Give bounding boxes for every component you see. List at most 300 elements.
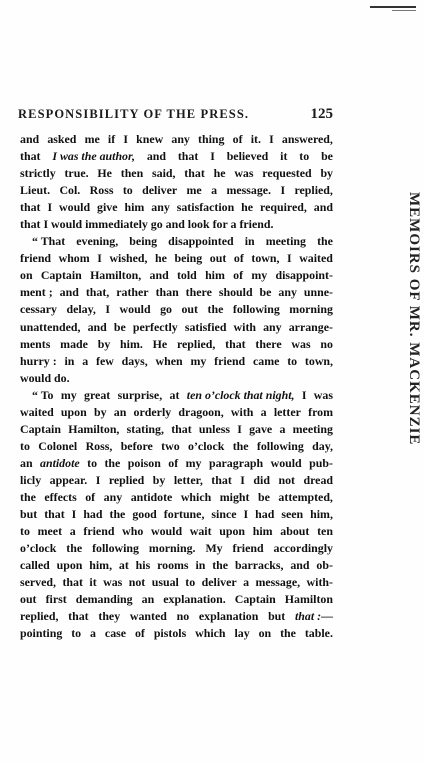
spine-text: MEMOIRS OF MR. MACKENZIE — [406, 192, 422, 446]
text-word: waited — [299, 251, 333, 266]
text-word: said, — [152, 166, 176, 181]
text-word: strictly — [20, 166, 56, 181]
text-word: any — [171, 132, 190, 146]
text-word: was — [234, 166, 254, 181]
text-word: “ That — [32, 234, 66, 249]
text-word: day, — [312, 438, 333, 453]
text-word: made — [60, 336, 88, 351]
text-word: at — [118, 558, 129, 573]
text-word: evening, — [76, 234, 119, 249]
text-word: of — [134, 626, 145, 641]
text-word: following — [232, 302, 280, 317]
text-word: I — [240, 472, 245, 487]
text-line — [20, 165, 333, 182]
text-word: and — [20, 132, 40, 146]
text-word: gave — [249, 421, 273, 436]
text-word: my — [60, 387, 77, 402]
text-word: first — [45, 592, 67, 607]
text-word: in — [64, 353, 75, 368]
text-word: town, — [251, 251, 280, 266]
text-word: he — [241, 200, 254, 215]
text-line — [20, 284, 333, 301]
text-line — [20, 540, 333, 557]
text-word: days, — [121, 353, 148, 368]
text-word: a — [69, 524, 76, 539]
text-word: Ross, — [85, 438, 113, 453]
text-word: message. — [226, 183, 272, 198]
text-word: I — [280, 183, 286, 198]
text-word: being — [174, 251, 203, 266]
text-word: knew — [136, 132, 164, 146]
text-word: I — [95, 472, 101, 487]
text-word: letter — [273, 404, 301, 419]
text-word: of — [233, 251, 244, 266]
text-word: there — [255, 336, 282, 351]
text-word: I — [269, 132, 274, 146]
text-word: demanding — [75, 592, 133, 607]
text-word: disappointed — [168, 234, 234, 249]
text-word: before — [120, 438, 153, 453]
text-word: and — [149, 268, 169, 283]
text-word: He — [97, 166, 112, 181]
text-word: not — [278, 472, 295, 487]
text-word: that — [211, 472, 232, 487]
text-word: letter, — [173, 472, 203, 487]
text-word: I — [105, 302, 111, 317]
text-line — [20, 557, 333, 574]
text-word: Col. — [59, 183, 81, 198]
text-line — [20, 574, 333, 591]
spine-edge — [405, 192, 423, 522]
text-line — [20, 131, 333, 148]
text-word: ments — [20, 336, 51, 351]
text-word: surprise, — [117, 387, 163, 402]
text-word: but — [268, 609, 286, 624]
text-word: be — [259, 285, 272, 300]
text-word: rather — [116, 285, 149, 300]
text-word: of — [168, 455, 179, 470]
text-word: to — [20, 524, 30, 539]
text-line — [20, 148, 333, 165]
text-word: came — [252, 353, 280, 368]
text-word: of — [233, 268, 244, 283]
text-line — [20, 250, 333, 267]
text-word: replied, — [20, 609, 59, 624]
text-word: it. — [250, 132, 261, 146]
text-word: ment ; — [20, 285, 53, 300]
text-word: did — [253, 472, 270, 487]
text-word: message, — [255, 575, 301, 590]
text-word: the — [212, 558, 229, 573]
text-word: Hamilton, — [68, 421, 120, 436]
text-word: few — [95, 353, 114, 368]
text-word: from — [308, 404, 333, 419]
text-line — [20, 421, 333, 438]
text-word: unattended, — [20, 319, 81, 334]
text-word: effects — [44, 489, 77, 504]
text-word: by — [93, 404, 107, 419]
text-word: to — [287, 353, 298, 368]
text-word: out — [20, 592, 37, 607]
text-word: the — [20, 489, 36, 504]
text-word: satisfaction — [176, 200, 235, 215]
text-word: but — [20, 507, 38, 522]
text-word: and — [146, 149, 166, 164]
text-word: Hamilton — [284, 592, 333, 607]
text-word: wanted — [129, 609, 167, 624]
text-word: him — [205, 268, 225, 283]
text-word: delay, — [66, 302, 96, 317]
text-word: waited — [20, 404, 54, 419]
top-edge-rule — [370, 6, 416, 8]
text-word: his — [135, 558, 151, 573]
text-word: any — [278, 285, 297, 300]
text-word: good — [132, 507, 157, 522]
text-word: cessary — [20, 302, 57, 317]
text-word: me — [84, 132, 100, 146]
text-word: a — [243, 575, 250, 590]
text-word: on — [258, 626, 272, 641]
text-word: that — [20, 200, 41, 215]
text-word: not — [128, 575, 146, 590]
text-word: there — [185, 285, 212, 300]
text-word: of — [85, 489, 96, 504]
text-word: I — [301, 387, 307, 402]
text-word: wished, — [109, 251, 148, 266]
text-word: hurry : — [20, 353, 57, 368]
text-word: him, — [89, 558, 113, 573]
text-word: be — [113, 319, 126, 334]
text-word: friend — [83, 524, 115, 539]
text-word: seen — [281, 507, 304, 522]
text-line — [20, 591, 333, 608]
text-word: I — [243, 507, 249, 522]
text-line — [20, 523, 333, 540]
text-word: any — [103, 489, 123, 504]
text-word: table. — [304, 626, 333, 641]
text-line — [20, 438, 333, 455]
text-word: him — [124, 200, 145, 215]
text-word: poison — [127, 455, 161, 470]
text-word: Captain — [234, 592, 276, 607]
text-word: upon — [56, 558, 83, 573]
text-word: in — [195, 558, 206, 573]
text-word: pub- — [309, 455, 333, 470]
text-word: thing — [198, 132, 225, 146]
text-word: replied — [108, 472, 145, 487]
text-word: that — [44, 507, 65, 522]
text-word: the — [232, 438, 249, 453]
text-word: Colonel — [38, 438, 78, 453]
text-line — [20, 489, 333, 506]
text-word: give — [97, 200, 118, 215]
text-line — [20, 455, 333, 472]
text-word: that I would immediately go and look for a friend. — [20, 217, 274, 232]
text-word: when — [155, 353, 183, 368]
top-edge-rule-secondary — [392, 10, 416, 11]
text-word: him. — [120, 336, 143, 351]
text-word: be — [258, 489, 270, 504]
text-word: Hamilton, — [90, 268, 142, 283]
text-word: would — [59, 200, 91, 215]
text-word: following — [92, 541, 139, 556]
text-word: if — [107, 132, 116, 146]
text-word: the — [317, 234, 333, 249]
text-word: of — [232, 132, 243, 146]
text-line — [20, 233, 333, 250]
text-word: might — [219, 489, 250, 504]
text-word: he — [155, 251, 167, 266]
text-word: who — [122, 524, 144, 539]
text-word: called — [20, 558, 50, 573]
text-word: whom — [58, 251, 90, 266]
text-word: to — [185, 575, 196, 590]
text-word: my — [185, 455, 202, 470]
text-word: was — [103, 575, 123, 590]
text-word: I — [287, 251, 292, 266]
text-word: I — [71, 507, 77, 522]
text-word: which — [195, 626, 226, 641]
text-word: friend — [232, 541, 264, 556]
text-word: accordingly — [273, 541, 333, 556]
text-word: that — [68, 609, 89, 624]
text-word: paragraph — [208, 455, 264, 470]
text-word: that — [225, 336, 246, 351]
text-word: town, — [304, 353, 333, 368]
text-word: I — [210, 149, 215, 164]
text-word: an — [113, 404, 127, 419]
text-word: about — [280, 524, 310, 539]
text-word: by — [97, 336, 111, 351]
text-word: perfectly — [132, 319, 178, 334]
text-word: should — [218, 285, 253, 300]
text-word: Ross — [89, 183, 114, 198]
text-word: than — [155, 285, 179, 300]
text-word: o’clock — [188, 438, 225, 453]
text-word: Lieut. — [20, 183, 51, 198]
text-word: true. — [64, 166, 89, 181]
text-word: no — [176, 609, 190, 624]
text-word: deliver — [142, 183, 178, 198]
text-word: go — [160, 302, 172, 317]
text-word: unless — [198, 421, 230, 436]
text-word: two — [161, 438, 180, 453]
text-word: friend — [214, 353, 246, 368]
body-text — [20, 131, 333, 642]
text-word: lay — [234, 626, 250, 641]
text-word: dread — [303, 472, 333, 487]
text-word: attempted, — [278, 489, 333, 504]
text-word: which — [180, 489, 212, 504]
text-word: that — [20, 149, 41, 164]
text-word: then — [120, 166, 144, 181]
text-word: a — [260, 404, 267, 419]
text-word: would — [151, 524, 183, 539]
text-word: served, — [20, 575, 56, 590]
text-word: my — [251, 268, 268, 283]
text-word: they — [98, 609, 121, 624]
text-word: would — [119, 302, 151, 317]
text-word: to — [87, 455, 98, 470]
text-word: would — [270, 455, 302, 470]
text-line — [20, 370, 333, 387]
text-word: that — [171, 421, 192, 436]
text-word: meeting — [292, 421, 333, 436]
text-word: orderly — [133, 404, 172, 419]
text-word: I — [47, 200, 53, 215]
text-word: upon — [60, 404, 87, 419]
text-word: unne- — [303, 285, 333, 300]
text-word: believed — [226, 149, 269, 164]
text-line — [20, 472, 333, 489]
text-word: any — [263, 319, 282, 334]
text-line — [20, 267, 333, 284]
text-word: in — [244, 234, 255, 249]
text-word: an — [141, 592, 155, 607]
text-word: on — [20, 268, 33, 283]
text-word: replied, — [294, 183, 333, 198]
text-word: ob- — [316, 558, 333, 573]
text-word: he — [213, 166, 226, 181]
text-word: out — [181, 302, 199, 317]
text-word: was — [313, 387, 333, 402]
text-word: morning — [289, 302, 333, 317]
text-word: by — [152, 472, 166, 487]
text-word: with — [230, 404, 254, 419]
text-word: following — [256, 438, 304, 453]
text-line — [20, 182, 333, 199]
text-word: Captain — [20, 421, 61, 436]
text-word: him, — [310, 507, 333, 522]
text-word: to — [71, 626, 82, 641]
text-word: barracks, — [234, 558, 284, 573]
text-word: I was the author, — [52, 149, 135, 164]
text-word: great — [84, 387, 111, 402]
text-word: wait — [189, 524, 212, 539]
text-line — [20, 199, 333, 216]
text-word: My — [205, 541, 223, 556]
text-word: explanation. — [163, 592, 226, 607]
text-word: “ To — [32, 387, 54, 402]
text-word: a — [279, 421, 286, 436]
text-line — [20, 301, 333, 318]
text-word: the — [109, 507, 126, 522]
text-word: to — [122, 183, 133, 198]
text-word: had — [83, 507, 103, 522]
text-word: I — [237, 421, 242, 436]
text-word: morning. — [148, 541, 196, 556]
text-word: ten o’clock that night, — [186, 387, 295, 402]
text-word: and — [59, 285, 79, 300]
text-word: pointing — [20, 626, 63, 641]
text-word: pistols — [153, 626, 187, 641]
text-word: asked — [47, 132, 77, 146]
page-number: 125 — [310, 106, 333, 122]
text-line — [20, 336, 333, 353]
text-word: would do. — [20, 370, 70, 385]
text-word: a — [82, 353, 89, 368]
text-word: had — [255, 507, 275, 522]
text-word: o’clock — [20, 541, 57, 556]
text-word: antidote — [40, 455, 80, 470]
text-word: no — [320, 336, 333, 351]
text-word: meet — [37, 524, 63, 539]
text-word: to — [299, 149, 310, 164]
text-line — [20, 216, 333, 233]
text-word: stating, — [126, 421, 164, 436]
text-word: and — [290, 558, 310, 573]
text-word: explanation — [198, 609, 259, 624]
text-word: be — [321, 149, 333, 164]
text-word: to — [20, 438, 30, 453]
text-word: I — [97, 251, 102, 266]
text-word: Captain — [40, 268, 82, 283]
text-word: usual — [151, 575, 179, 590]
text-word: satisfied — [184, 319, 227, 334]
text-word: it — [89, 575, 97, 590]
page-header — [18, 106, 333, 123]
text-word: the — [66, 541, 83, 556]
text-line — [20, 625, 333, 642]
text-word: since — [211, 507, 237, 522]
text-word: appear. — [49, 472, 88, 487]
text-word: that, — [85, 285, 110, 300]
text-word: dragoon, — [178, 404, 224, 419]
text-line — [20, 404, 333, 421]
text-word: that — [177, 149, 199, 164]
text-word: any — [151, 200, 170, 215]
text-word: He — [152, 336, 168, 351]
text-word: that — [184, 166, 205, 181]
text-word: was — [291, 336, 311, 351]
text-word: friend — [20, 251, 52, 266]
text-word: him — [252, 524, 273, 539]
text-word: at — [169, 387, 180, 402]
text-word: upon — [219, 524, 246, 539]
text-word: replied, — [176, 336, 216, 351]
text-word: arrange- — [288, 319, 333, 334]
text-word: a — [211, 183, 218, 198]
text-word: told — [176, 268, 197, 283]
text-word: with — [233, 319, 257, 334]
text-word: ten — [317, 524, 333, 539]
text-line — [20, 506, 333, 523]
text-word: answered, — [281, 132, 333, 146]
text-word: the — [104, 455, 121, 470]
text-word: and — [313, 200, 333, 215]
text-word: meeting — [265, 234, 306, 249]
text-word: antidote — [130, 489, 173, 504]
text-word: with- — [306, 575, 333, 590]
text-line — [20, 353, 333, 370]
text-word: my — [190, 353, 207, 368]
text-word: me — [186, 183, 202, 198]
text-word: licly — [20, 472, 42, 487]
text-word: being — [129, 234, 158, 249]
text-line — [20, 319, 333, 336]
text-word: case — [104, 626, 127, 641]
text-word: by — [320, 166, 333, 181]
text-word: an — [20, 455, 33, 470]
running-head: RESPONSIBILITY OF THE PRESS. — [18, 107, 250, 121]
text-word: disappoint- — [275, 268, 333, 283]
text-word: that :— — [294, 609, 333, 624]
text-line — [20, 387, 333, 404]
text-word: the — [280, 626, 296, 641]
text-word: it — [280, 149, 288, 164]
text-word: requested — [262, 166, 312, 181]
text-word: out — [209, 251, 227, 266]
